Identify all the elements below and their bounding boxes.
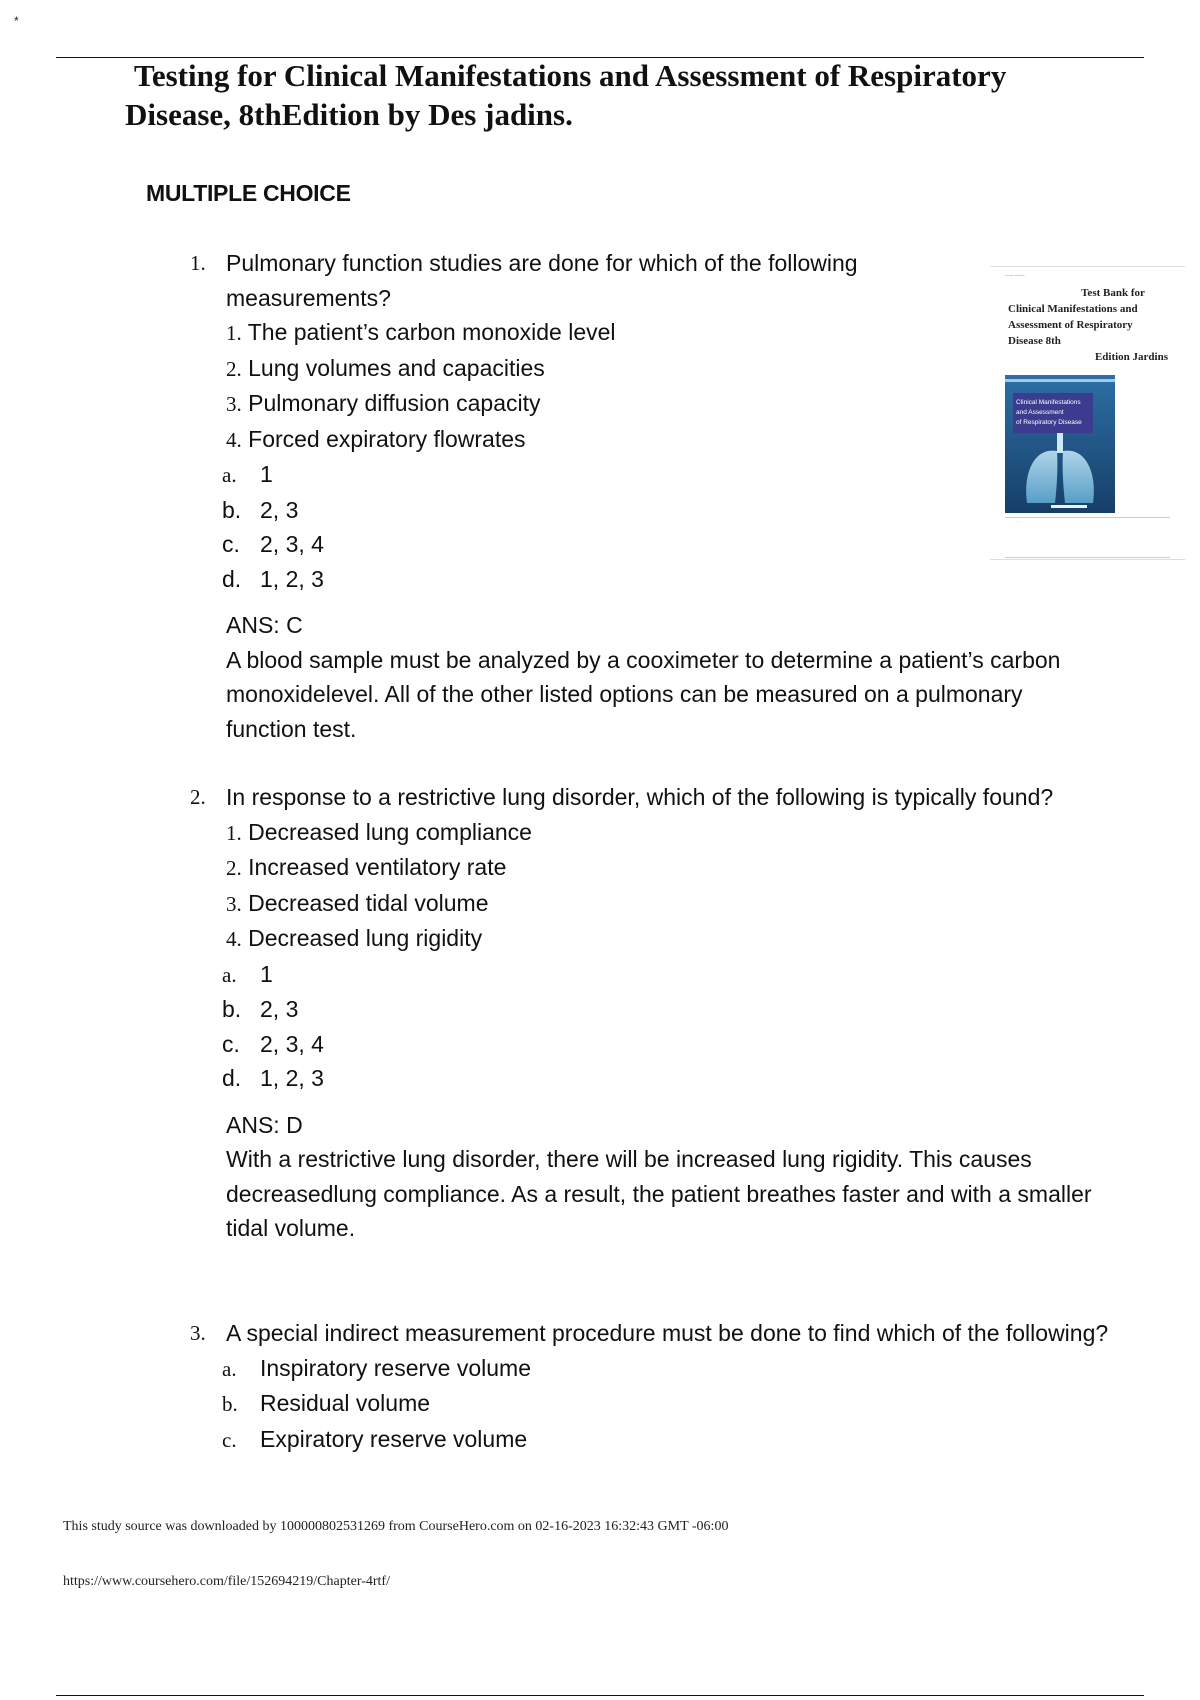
option bbox=[222, 1061, 1140, 1096]
thumbnail-tiny-text: ----- ------ bbox=[1005, 273, 1025, 279]
statement-text: Decreased lung compliance bbox=[248, 818, 532, 845]
statement-text: The patient’s carbon monoxide level bbox=[247, 319, 616, 345]
corner-mark: * bbox=[14, 14, 19, 28]
question-text: A special indirect measurement procedure must be done to find which of the following? bbox=[226, 1320, 1109, 1346]
answer: ANS: C bbox=[226, 612, 303, 638]
option-text: 1 bbox=[260, 960, 273, 987]
rationale: With a restrictive lung disorder, there will be increased lung rigidity. This causes decreasedlung compliance. As a result, the patient breathes faster and with a smaller tidal volume. bbox=[226, 1146, 1092, 1241]
thumbnail-title bbox=[1008, 285, 1178, 365]
statement-number: 2. bbox=[226, 356, 242, 381]
statement-number: 4. bbox=[226, 427, 242, 452]
option-text: Inspiratory reserve volume bbox=[260, 1354, 531, 1381]
option-letter: b. bbox=[222, 496, 242, 523]
option-letter: b. bbox=[222, 996, 242, 1022]
option-letter: d. bbox=[222, 565, 242, 592]
cover-stripe bbox=[1005, 379, 1115, 382]
trachea-shape bbox=[1057, 433, 1063, 453]
option-text: 2, 3, 4 bbox=[260, 531, 324, 557]
thumbnail-title-line-4: Disease 8th bbox=[1008, 335, 1061, 347]
answer: ANS: D bbox=[226, 1111, 303, 1138]
question-number: 1. bbox=[190, 251, 206, 275]
option-letter: c. bbox=[222, 1427, 237, 1452]
thumbnail-divider bbox=[1005, 517, 1170, 518]
option bbox=[222, 1386, 1140, 1422]
thumbnail-divider-bottom bbox=[1005, 557, 1170, 558]
statement bbox=[226, 921, 1140, 957]
option-text: 1, 2, 3 bbox=[260, 565, 324, 592]
option-text: 2, 3 bbox=[260, 996, 299, 1022]
thumbnail-title-line-3: Assessment of Respiratory bbox=[1008, 319, 1133, 331]
document-title bbox=[125, 56, 1094, 134]
statement-text: Increased ventilatory rate bbox=[248, 854, 507, 880]
footer-url-line: https://www.coursehero.com/file/152694219/Chapter-4rtf/ bbox=[63, 1574, 390, 1589]
statement bbox=[226, 886, 1140, 922]
cover-title-line-2: and Assessment bbox=[1016, 409, 1064, 416]
option bbox=[222, 992, 1140, 1027]
section-heading: MULTIPLE CHOICE bbox=[146, 180, 351, 206]
question-number: 2. bbox=[190, 785, 206, 809]
option-text: Expiratory reserve volume bbox=[260, 1425, 528, 1452]
statement-number: 3. bbox=[226, 891, 242, 916]
statement-number: 1. bbox=[226, 820, 242, 845]
thumbnail-title-line-5: Edition Jardins bbox=[1094, 351, 1168, 363]
option-text: 1, 2, 3 bbox=[260, 1065, 324, 1091]
book-thumbnail bbox=[990, 266, 1185, 560]
option-text: Residual volume bbox=[260, 1390, 431, 1416]
question-3 bbox=[190, 1316, 1140, 1457]
footer-source-line: This study source was downloaded by 100000802531269 from CourseHero.com on 02-16-2023 16:32:43 GMT -06:00 bbox=[63, 1519, 729, 1534]
option-letter: b. bbox=[222, 1392, 238, 1416]
statement-text: Decreased lung rigidity bbox=[248, 925, 483, 951]
option bbox=[222, 562, 1140, 597]
thumbnail-title-line-2: Clinical Manifestations and bbox=[1008, 303, 1138, 315]
option-text: 2, 3, 4 bbox=[260, 1030, 324, 1057]
statement-text: Pulmonary diffusion capacity bbox=[248, 390, 541, 416]
option-letter: c. bbox=[222, 1030, 240, 1057]
cover-title-line-3: of Respiratory Disease bbox=[1016, 419, 1082, 426]
statement-text: Forced expiratory flowrates bbox=[248, 425, 526, 452]
option-text: 2, 3 bbox=[260, 496, 299, 523]
statement-number: 3. bbox=[226, 392, 242, 416]
question-text: In response to a restrictive lung disorder, which of the following is typically found? bbox=[226, 784, 1054, 810]
question-number: 3. bbox=[190, 1321, 206, 1345]
title-line-1: Testing for Clinical Manifestations and Assessment of Respiratory bbox=[134, 58, 1007, 93]
option-letter: a. bbox=[222, 962, 237, 987]
question-text: Pulmonary function studies are done for which of the following measurements? bbox=[226, 250, 858, 311]
book-cover-image bbox=[1005, 375, 1115, 513]
cover-bottom-bar bbox=[1051, 505, 1087, 508]
statement-number: 4. bbox=[226, 927, 242, 951]
option bbox=[222, 1027, 1140, 1062]
option bbox=[222, 1422, 1140, 1458]
thumbnail-title-line-1: Test Bank for bbox=[1081, 287, 1145, 299]
option-letter: d. bbox=[222, 1065, 242, 1091]
question-2 bbox=[190, 780, 1140, 1246]
statement bbox=[226, 815, 1140, 851]
rationale: A blood sample must be analyzed by a cooximeter to determine a patient’s carbon monoxidelevel. All of the other listed options can be measured on a pulmonary function test. bbox=[226, 646, 1061, 742]
option-text: 1 bbox=[260, 461, 273, 487]
bottom-rule bbox=[56, 1695, 1144, 1696]
statement-number: 1. bbox=[226, 321, 242, 345]
statement-number: 2. bbox=[226, 856, 242, 880]
title-line-2: Disease, 8thEdition by Des jadins. bbox=[125, 97, 573, 132]
option bbox=[222, 1351, 1140, 1387]
statement-text: Decreased tidal volume bbox=[248, 889, 489, 916]
option-letter: c. bbox=[222, 531, 240, 557]
option-letter: a. bbox=[222, 1356, 237, 1381]
option-letter: a. bbox=[222, 463, 237, 487]
statement-text: Lung volumes and capacities bbox=[248, 354, 545, 381]
cover-title-line-1: Clinical Manifestations bbox=[1016, 399, 1081, 406]
statement bbox=[226, 850, 1140, 886]
option bbox=[222, 957, 1140, 993]
thumbnail-mark: · · bbox=[1015, 519, 1021, 525]
